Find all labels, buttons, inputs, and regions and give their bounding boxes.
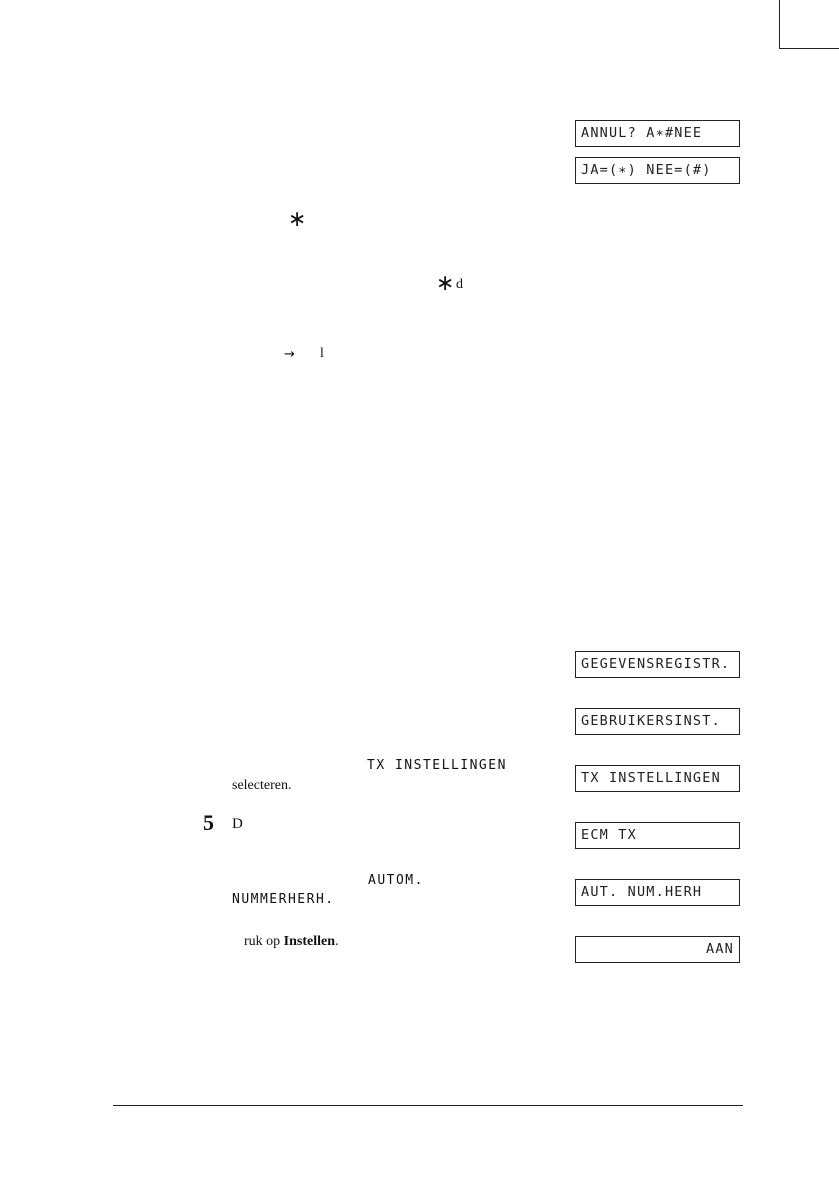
lcd-ecm-tx: ECM TX <box>575 822 740 849</box>
instellen-label: Instellen <box>283 934 336 949</box>
crop-mark-right <box>779 48 839 49</box>
lcd-auto-redial: AUT. NUM.HERH <box>575 879 740 906</box>
lcd-data-registration: GEGEVENSREGISTR. <box>575 651 740 678</box>
asterisk-icon: ∗ <box>288 207 307 232</box>
select-text: selecteren. <box>232 778 292 793</box>
step-number: 5 <box>203 810 214 835</box>
inline-nummerherh: NUMMERHERH. <box>232 892 335 907</box>
lcd-value-on: AAN <box>575 936 740 963</box>
asterisk-icon-inline: ∗ <box>436 271 455 296</box>
text-fragment-d: d <box>456 277 463 292</box>
text-fragment-l: l <box>320 346 324 361</box>
footer-rule <box>113 1105 743 1106</box>
lcd-user-settings: GEBRUIKERSINST. <box>575 708 740 735</box>
lcd-tx-settings: TX INSTELLINGEN <box>575 765 740 792</box>
press-instellen-text <box>244 934 339 950</box>
inline-autom: AUTOM. <box>368 873 424 888</box>
step-text-d: D <box>232 816 243 832</box>
lcd-yes-no: JA=(∗) NEE=(#) <box>575 157 740 184</box>
press-suffix: . <box>335 934 339 949</box>
lcd-cancel-prompt: ANNUL? A∗#NEE <box>575 120 740 147</box>
arrow-right-icon: → <box>284 347 295 362</box>
press-prefix: ruk op <box>244 934 284 949</box>
crop-mark-top <box>779 0 780 48</box>
inline-tx-settings: TX INSTELLINGEN <box>367 758 507 773</box>
